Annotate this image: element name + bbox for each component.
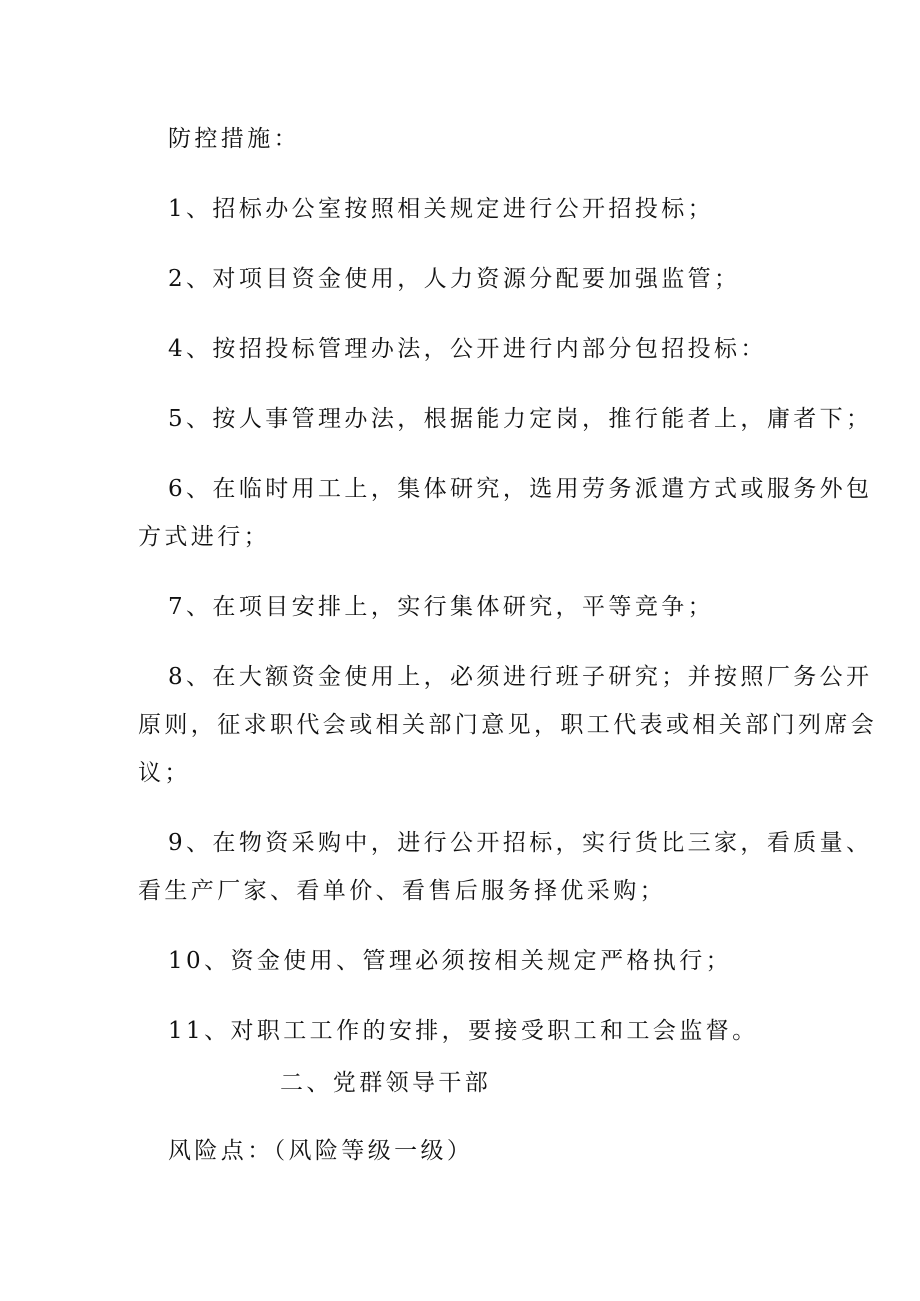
measure-item-2: 2、对项目资金使用，人力资源分配要加强监管；: [168, 266, 741, 292]
measure-item-1: 1、招标办公室按照相关规定进行公开招投标；: [168, 196, 715, 222]
measure-item-7: 7、在项目安排上，实行集体研究，平等竞争；: [168, 594, 715, 620]
measure-item-11: 11、对职工工作的安排，要接受职工和工会监督。: [168, 1018, 759, 1044]
measure-item-6-line-1: 6、在临时用工上，集体研究，选用劳务派遣方式或服务外包: [168, 476, 873, 502]
measure-item-9-line-1: 9、在物资采购中，进行公开招标，实行货比三家，看质量、: [168, 830, 873, 856]
measure-item-8-line-2: 原则，征求职代会或相关部门意见，职工代表或相关部门列席会: [138, 712, 878, 738]
measure-item-8-line-1: 8、在大额资金使用上，必须进行班子研究；并按照厂务公开: [168, 664, 873, 690]
measure-item-8-line-3: 议；: [138, 760, 191, 786]
section-title: 二、党群领导干部: [280, 1070, 492, 1096]
measure-item-9-line-2: 看生产厂家、看单价、看售后服务择优采购；: [138, 878, 666, 904]
measures-heading: 防控措施：: [168, 126, 300, 152]
measure-item-4: 4、按招投标管理办法，公开进行内部分包招投标：: [168, 336, 767, 362]
measure-item-10: 10、资金使用、管理必须按相关规定严格执行；: [168, 948, 733, 974]
risk-point-line: 风险点：（风险等级一级）: [168, 1138, 474, 1164]
measure-item-5: 5、按人事管理办法，根据能力定岗，推行能者上，庸者下；: [168, 406, 873, 432]
measure-item-6-line-2: 方式进行；: [138, 524, 270, 550]
